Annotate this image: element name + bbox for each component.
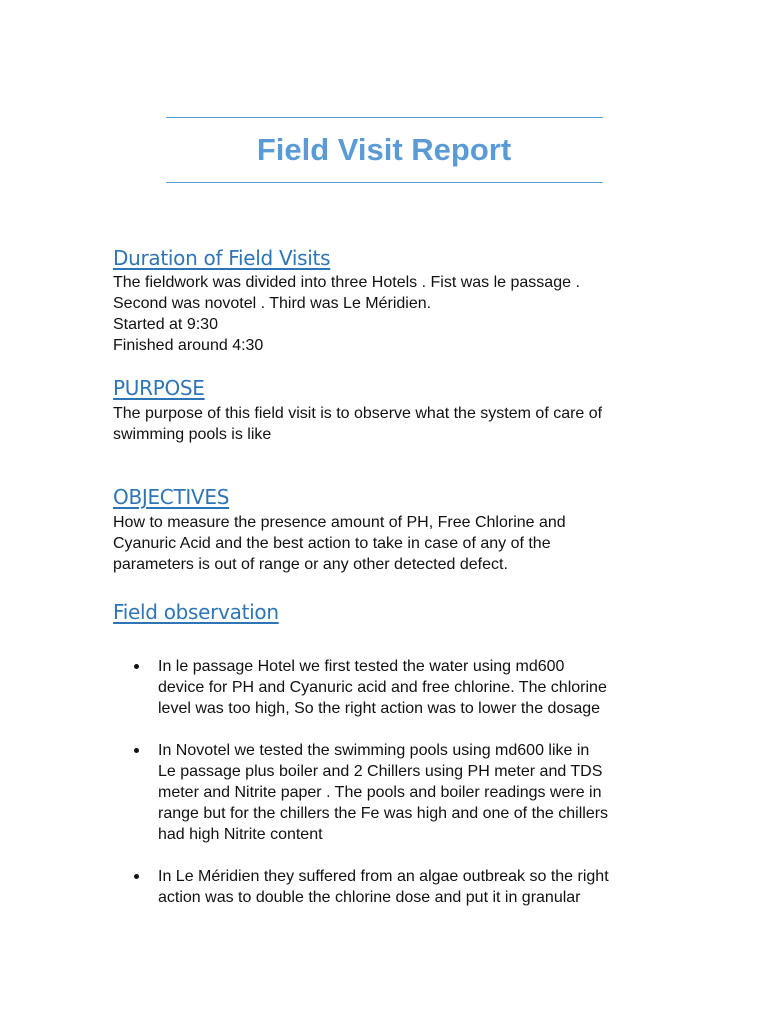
- observation-line: In le passage Hotel we first tested the water using md600: [158, 658, 565, 675]
- observation-line: level was too high, So the right action was to lower the dosage: [158, 700, 601, 717]
- title-rule-top: [166, 117, 603, 118]
- duration-line: Started at 9:30: [113, 316, 218, 333]
- purpose-line: The purpose of this field visit is to observe what the system of care of: [113, 405, 603, 422]
- page-title: Field Visit Report: [256, 132, 512, 167]
- duration-heading: Duration of Field Visits: [113, 246, 331, 270]
- observation-heading: Field observation: [113, 600, 279, 624]
- observation-line: device for PH and Cyanuric acid and free chlorine. The chlorine: [158, 679, 607, 696]
- list-item: [113, 740, 673, 845]
- purpose-paragraph: [113, 403, 673, 445]
- bullet-icon: [134, 664, 139, 669]
- list-item: [113, 866, 673, 908]
- duration-paragraph: [113, 272, 673, 356]
- observation-list: [113, 656, 673, 929]
- objectives-line: parameters is out of range or any other detected defect.: [113, 556, 508, 573]
- observation-line: range but for the chillers the Fe was high and one of the chillers: [158, 805, 609, 822]
- observation-line: In Le Méridien they suffered from an algae outbreak so the right: [158, 868, 609, 885]
- duration-line: The fieldwork was divided into three Hotels . Fist was le passage .: [113, 274, 580, 291]
- objectives-line: How to measure the presence amount of PH, Free Chlorine and: [113, 514, 566, 531]
- title-rule-bottom: [166, 182, 603, 183]
- observation-line: had high Nitrite content: [158, 826, 323, 843]
- observation-line: In Novotel we tested the swimming pools using md600 like in: [158, 742, 590, 759]
- objectives-paragraph: [113, 512, 673, 575]
- purpose-line: swimming pools is like: [113, 426, 272, 443]
- objectives-line: Cyanuric Acid and the best action to take in case of any of the: [113, 535, 551, 552]
- bullet-icon: [134, 874, 139, 879]
- observation-line: meter and Nitrite paper . The pools and boiler readings were in: [158, 784, 602, 801]
- observation-line: Le passage plus boiler and 2 Chillers using PH meter and TDS: [158, 763, 603, 780]
- list-item: [113, 656, 673, 719]
- observation-line: action was to double the chlorine dose and put it in granular: [158, 889, 581, 906]
- duration-line: Second was novotel . Third was Le Méridien.: [113, 295, 432, 312]
- purpose-heading: PURPOSE: [113, 376, 205, 400]
- objectives-heading: OBJECTIVES: [113, 485, 230, 509]
- duration-line: Finished around 4:30: [113, 337, 264, 354]
- bullet-icon: [134, 748, 139, 753]
